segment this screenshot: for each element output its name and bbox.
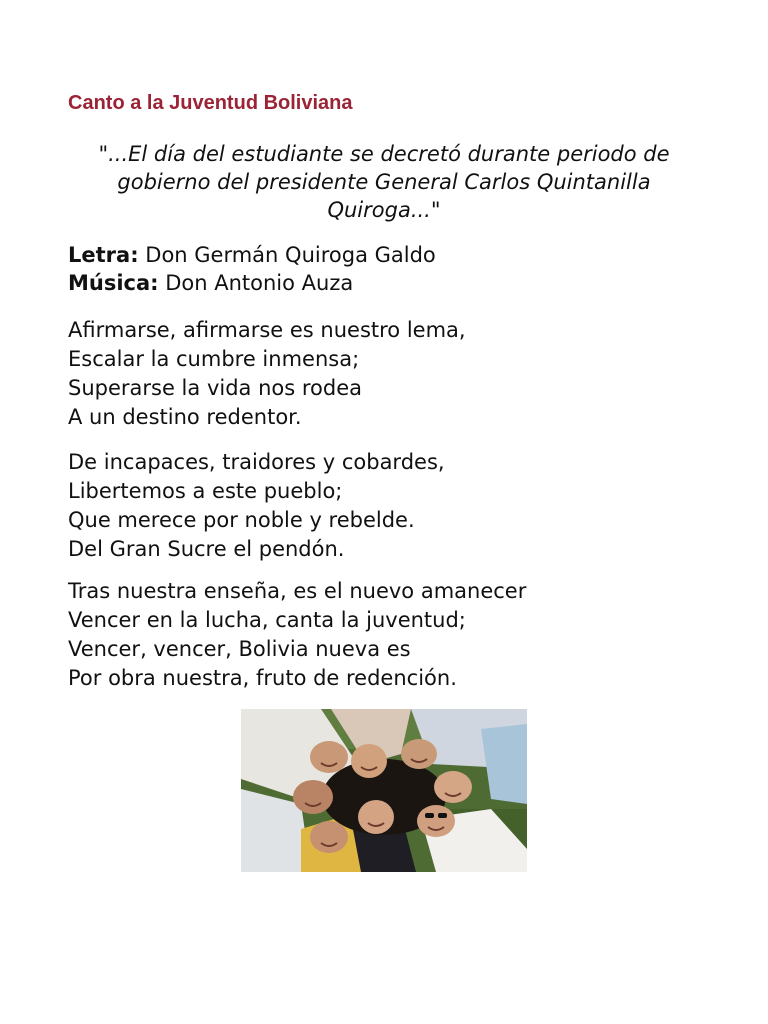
face (310, 741, 348, 773)
verse-line: Escalar la cumbre inmensa; (68, 347, 360, 371)
music-label: Música: (68, 271, 159, 295)
verse-line: Libertemos a este pueblo; (68, 479, 343, 503)
verse-line: Por obra nuestra, fruto de redención. (68, 666, 457, 690)
verse-line: Superarse la vida nos rodea (68, 376, 362, 400)
stanza-2 (68, 448, 445, 564)
intro-quote (40, 140, 728, 224)
quote-line: gobierno del presidente General Carlos Quintanilla (117, 170, 651, 194)
credits (68, 241, 436, 297)
stanza-1 (68, 316, 466, 432)
verse-line: A un destino redentor. (68, 405, 302, 429)
face (310, 821, 348, 853)
stanza-3 (68, 577, 526, 693)
verse-line: Vencer, vencer, Bolivia nueva es (68, 637, 411, 661)
quote-line: "...El día del estudiante se decretó durante periodo de (98, 142, 670, 166)
verse-line: Afirmarse, afirmarse es nuestro lema, (68, 318, 466, 342)
photo-illustration (241, 709, 527, 872)
youth-group-photo (241, 709, 527, 872)
verse-line: Tras nuestra enseña, es el nuevo amanecer (68, 579, 527, 603)
face (351, 744, 387, 778)
lyrics-label: Letra: (68, 243, 139, 267)
face (417, 805, 455, 837)
music-author: Don Antonio Auza (158, 271, 354, 295)
quote-line: Quiroga..." (327, 198, 441, 222)
verse-line: Del Gran Sucre el pendón. (68, 537, 345, 561)
lyrics-credit (68, 241, 436, 269)
verse-line: Que merece por noble y rebelde. (68, 508, 415, 532)
face (358, 800, 394, 834)
verse-line: Vencer en la lucha, canta la juventud; (68, 608, 466, 632)
face (434, 771, 472, 803)
music-credit (68, 269, 436, 297)
sunglasses (425, 813, 434, 818)
face (401, 739, 437, 769)
verse-line: De incapaces, traidores y cobardes, (68, 450, 445, 474)
lyrics-author: Don Germán Quiroga Galdo (138, 243, 436, 267)
page-title: Canto a la Juventud Boliviana (68, 92, 353, 114)
face (293, 780, 333, 814)
